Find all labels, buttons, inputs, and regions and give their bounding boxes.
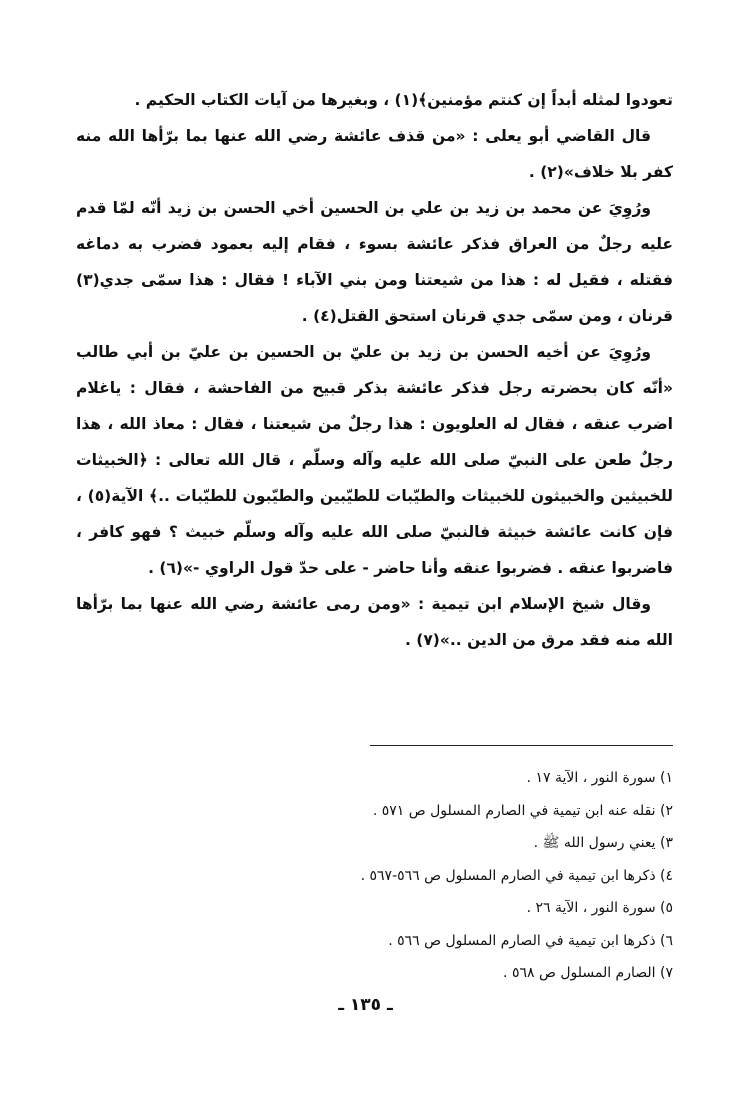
paragraph-5: وقال شيخ الإسلام ابن تيمية : «ومن رمى عائشة رضي الله عنها بما برّأها الله منه فقد مرق من الدين ..»(٧) . (76, 595, 673, 649)
footnote-1: ١) سورة النور ، الآية ١٧ . (526, 770, 673, 786)
paragraph-4: ورُوِيَ عن أخيه الحسن بن زيد بن عليّ بن الحسين بن عليّ بن أبي طالب «أنّه كان بحضرته رجل فذكر عائشة بذكر قبيح من الفاحشة ، فقال : ياغلام اضرب عنقه ، فقال له العلويون : هذا رجلٌ من شيعتنا ، فقال : معاذ الله ، هذا رجلٌ طعن على النبيّ صلى الله عليه وآله وسلّم ، قال الله تعالى : ﴿الخبيثات للخبيثين والخبيثون للخبيثات والطيّبات للطيّبين والطيّبون للطيّبات ..﴾ الآية(٥) ، فإن كانت عائشة خبيثة فالنبيّ صلى الله عليه وآله وسلّم خبيث ؟ فهو كافر ، فاضربوا عنقه . فضربوا عنقه وأنا حاضر - على حدّ قول الراوي -»(٦) . (76, 343, 673, 577)
paragraph-1: تعودوا لمثله أبداً إن كنتم مؤمنين﴾(١) ، وبغيرها من آيات الكتاب الحكيم . (134, 91, 673, 109)
footnote-5: ٥) سورة النور ، الآية ٢٦ . (526, 900, 673, 916)
main-text (76, 82, 673, 658)
footnote-3: ٣) يعني رسول الله ﷺ . (533, 835, 673, 851)
footnote-4: ٤) ذكرها ابن تيمية في الصارم المسلول ص ٥٦٦-٥٦٧ . (360, 867, 673, 884)
footnote-divider (370, 745, 673, 746)
footnote-2: ٢) نقله عنه ابن تيمية في الصارم المسلول ص ٥٧١ . (372, 802, 673, 819)
paragraph-2: قال القاضي أبو يعلى : «من قذف عائشة رضي الله عنها بما برّأها الله منه كفر بلا خلاف»(٢) . (76, 127, 673, 181)
footnote-7: ٧) الصارم المسلول ص ٥٦٨ . (503, 965, 673, 981)
paragraph-3: ورُوِيَ عن محمد بن زيد بن علي بن الحسين أخي الحسن بن زيد أنّه لمّا قدم عليه رجلٌ من العراق فذكر عائشة بسوء ، فقام إليه بعمود فضرب به دماغه فقتله ، فقيل له : هذا من شيعتنا ومن بني الآباء ! فقال : هذا سمّى جدي(٣) قرنان ، ومن سمّى جدي قرنان استحق القتل(٤) . (76, 199, 673, 325)
footnote-6: ٦) ذكرها ابن تيمية في الصارم المسلول ص ٥٦٦ . (388, 932, 673, 949)
footnotes (230, 762, 673, 990)
page-number: ـ ١٣٥ ـ (338, 995, 393, 1015)
